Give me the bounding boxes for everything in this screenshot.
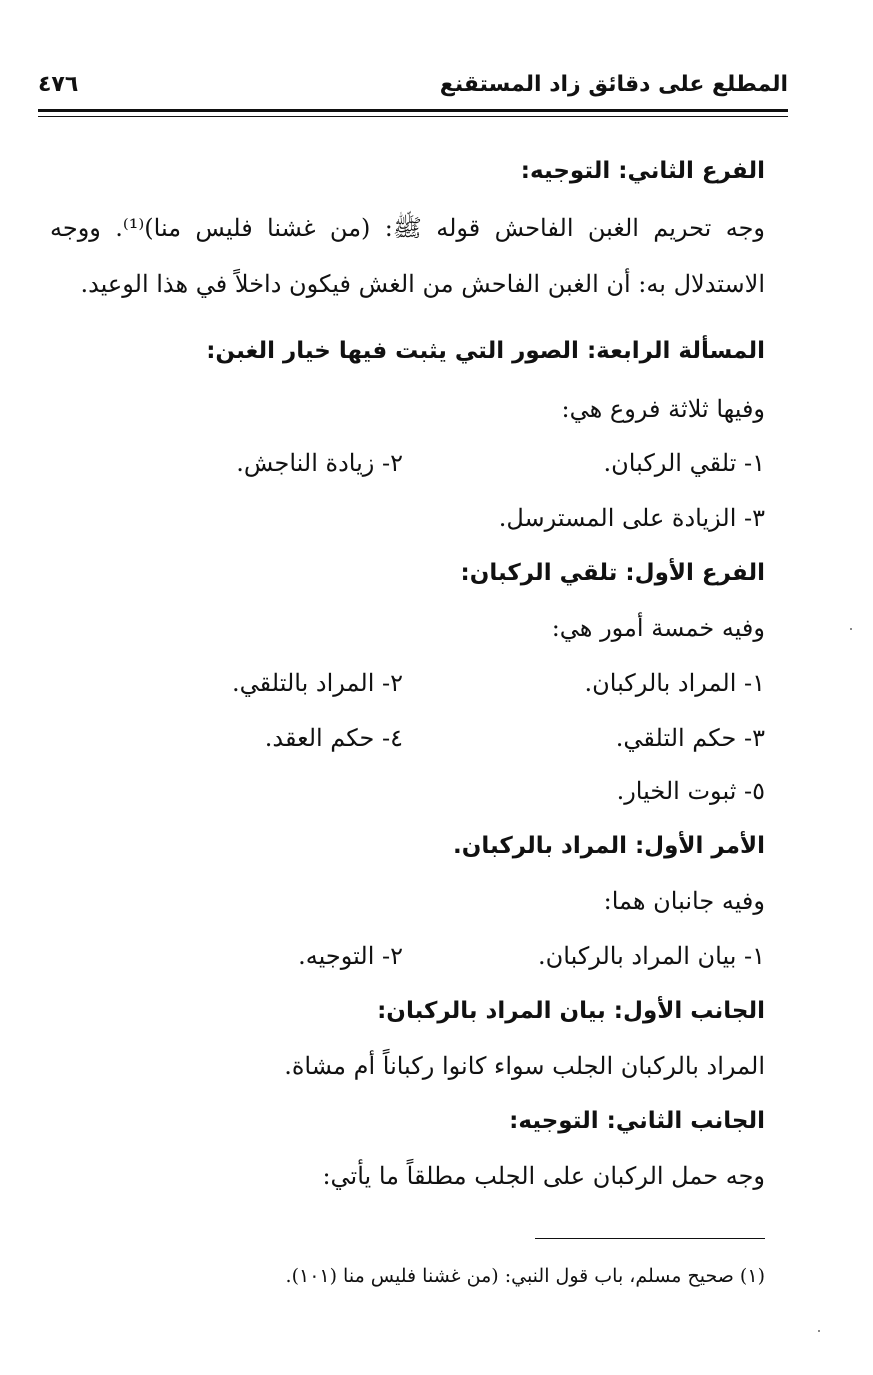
list-item: ٢- التوجيه. <box>298 942 403 970</box>
section-heading: الأمر الأول: المراد بالركبان. <box>453 833 765 859</box>
section-heading: الفرع الثاني: التوجيه: <box>520 158 765 184</box>
section-heading: الفرع الأول: تلقي الركبان: <box>460 560 765 586</box>
section-heading: الجانب الأول: بيان المراد بالركبان: <box>377 998 765 1024</box>
paragraph-line: المراد بالركبان الجلب سواء كانوا ركباناً أم مشاة. <box>284 1052 765 1080</box>
paragraph-line: وجه تحريم الغبن الفاحش قوله ﷺ: (من غشنا فليس منا)⁽¹⁾. ووجه <box>50 214 766 242</box>
list-intro: وفيه خمسة أمور هي: <box>551 614 765 642</box>
section-heading: الجانب الثاني: التوجيه: <box>509 1108 765 1134</box>
footnote: (١) صحيح مسلم، باب قول النبي: (من غشنا فليس منا (١٠١). <box>285 1265 765 1287</box>
list-item: ٢- زيادة الناجش. <box>236 449 403 477</box>
page-number: ٤٧٦ <box>38 72 79 97</box>
list-intro: وفيه جانبان هما: <box>603 887 765 915</box>
header-rule-thin <box>38 116 788 117</box>
footnote-separator <box>535 1238 765 1239</box>
running-header-title: المطلع على دقائق زاد المستقنع <box>439 72 788 97</box>
paragraph-line: وجه حمل الركبان على الجلب مطلقاً ما يأتي: <box>322 1162 765 1190</box>
list-item: ١- بيان المراد بالركبان. <box>538 942 765 970</box>
scan-speck <box>818 1330 820 1332</box>
scan-speck <box>850 628 852 630</box>
list-intro: وفيها ثلاثة فروع هي: <box>561 395 765 423</box>
list-item: ٣- الزيادة على المسترسل. <box>498 504 765 532</box>
paragraph-line: الاستدلال به: أن الغبن الفاحش من الغش فيكون داخلاً في هذا الوعيد. <box>80 270 765 298</box>
list-item: ١- المراد بالركبان. <box>584 669 765 697</box>
list-item: ٥- ثبوت الخيار. <box>616 777 765 805</box>
running-header <box>38 72 788 106</box>
list-item: ٢- المراد بالتلقي. <box>232 669 403 697</box>
list-item: ٣- حكم التلقي. <box>615 724 765 752</box>
header-rule-thick <box>38 109 788 112</box>
list-item: ١- تلقي الركبان. <box>603 449 765 477</box>
list-item: ٤- حكم العقد. <box>264 724 403 752</box>
section-heading: المسألة الرابعة: الصور التي يثبت فيها خيار الغبن: <box>206 338 765 364</box>
